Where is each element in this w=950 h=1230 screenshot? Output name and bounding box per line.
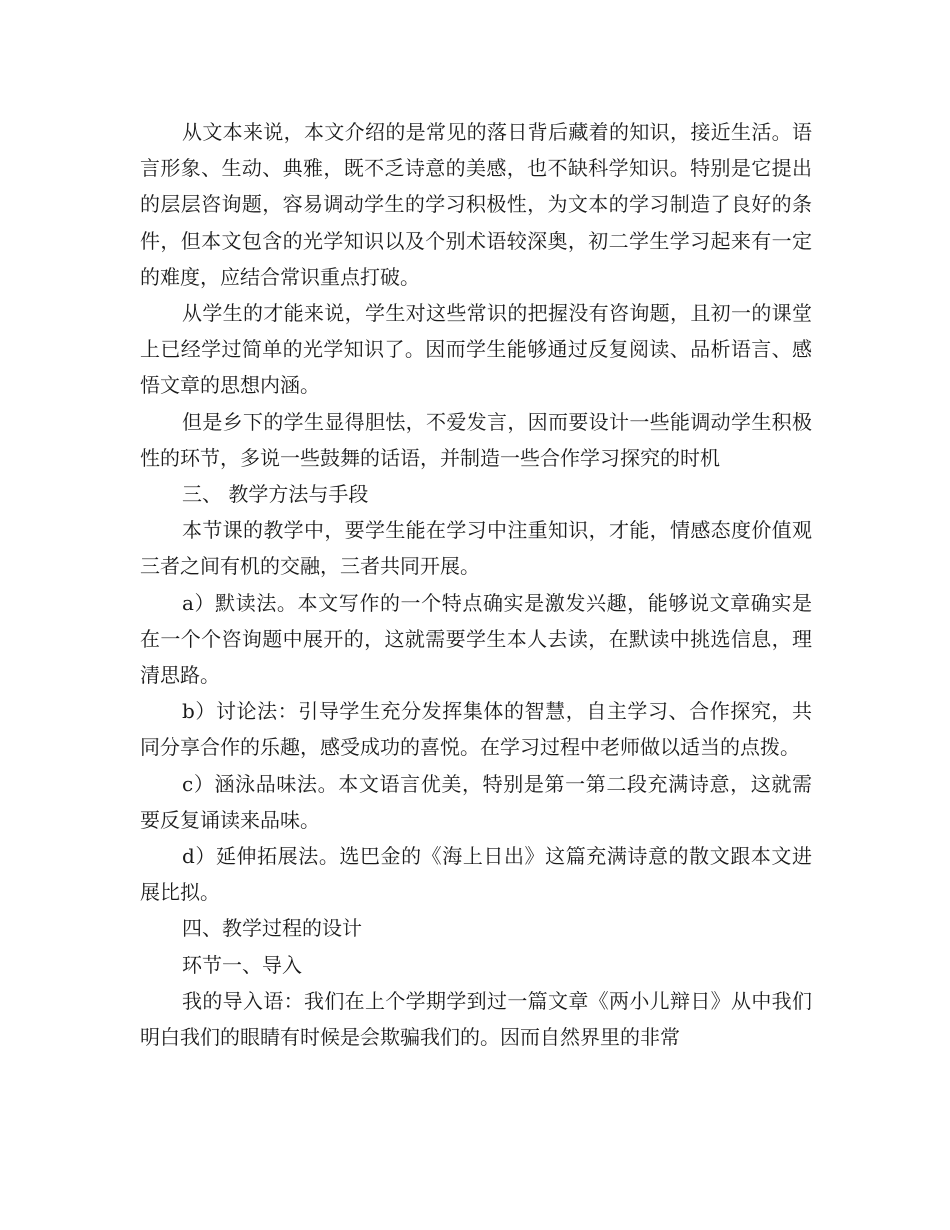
subheading-introduction: 环节一、导入 <box>182 952 302 977</box>
paragraph-methods-intro: 本节课的教学中，要学生能在学习中注重知识，才能，情感态度价值观三者之间有机的交融，三者共同开展。 <box>140 518 812 579</box>
section-heading-methods: 三、 教学方法与手段 <box>182 482 369 507</box>
list-item-discussion: b）讨论法：引导学生充分发挥集体的智慧，自主学习、合作探究，共同分享合作的乐趣，感受成功的喜悦。在学习过程中老师做以适当的点拨。 <box>140 699 812 760</box>
list-item-silent-reading: a）默读法。本文写作的一个特点确实是激发兴趣，能够说文章确实是在一个个咨询题中展开的，这就需要学生本人去读，在默读中挑选信息，理清思路。 <box>140 590 812 688</box>
list-item-savoring: c）涵泳品味法。本文语言优美，特别是第一第二段充满诗意，这就需要反复诵读来品味。 <box>140 771 812 832</box>
paragraph-intro-speech: 我的导入语：我们在上个学期学到过一篇文章《两小儿辩日》从中我们明白我们的眼睛有时候是会欺骗我们的。因而自然界里的非常 <box>140 988 812 1050</box>
paragraph-text-intro: 从文本来说，本文介绍的是常见的落日背后藏着的知识，接近生活。语言形象、生动、典雅，既不乏诗意的美感，也不缺科学知识。特别是它提出的层层咨询题，容易调动学生的学习积极性，为文本的学习制造了良好的条件，但本文包含的光学知识以及个别术语较深奥，初二学生学习起来有一定的难度，应结合常识重点打破。 <box>140 120 812 289</box>
paragraph-student-ability: 从学生的才能来说，学生对这些常识的把握没有咨询题，且初一的课堂上已经学过简单的光学知识了。因而学生能够通过反复阅读、品析语言、感悟文章的思想内涵。 <box>140 301 812 398</box>
list-item-extension: d）延伸拓展法。选巴金的《海上日出》这篇充满诗意的散文跟本文进展比拟。 <box>140 844 812 905</box>
paragraph-rural-students: 但是乡下的学生显得胆怯，不爱发言，因而要设计一些能调动学生积极性的环节，多说一些鼓舞的话语，并制造一些合作学习探究的时机 <box>140 409 812 470</box>
document-body <box>140 114 812 1055</box>
section-heading-process: 四、教学过程的设计 <box>182 916 362 941</box>
